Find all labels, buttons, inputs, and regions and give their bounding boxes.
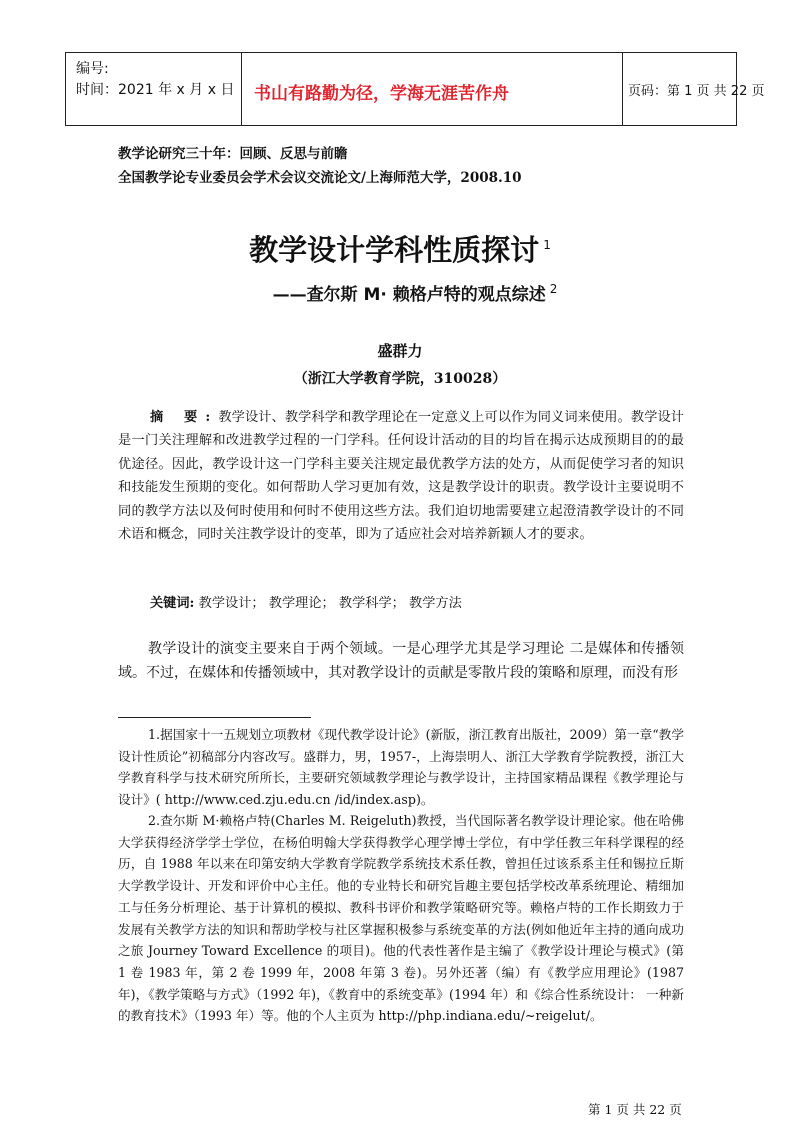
subtitle-text: ——查尔斯 M· 赖格卢特的观点综述 [272, 285, 546, 305]
header-info-cell [66, 53, 242, 125]
time-label: 时间：2021 年 x 月 x 日 [76, 82, 235, 98]
footnote-1: 1.据国家十一五规划立项教材《现代教学设计论》(新版，浙江教育出版社，2009）第一章“教学设计性质论”初稿部分内容改写。盛群力，男，1957-，上海崇明人、浙江大学教育学院教授，浙江大学教育科学与技术研究所所长，主要研究领域教学理论与教学设计，主持国家精品课程《教学理论与设计》( http://www.ced.zju.edu.cn /id/index.asp)。 [118, 727, 684, 808]
page-footer: 第 1 页 共 22 页 [588, 1102, 682, 1117]
number-label: 编号: [76, 61, 109, 77]
source-line-2: 全国教学论专业委员会学术会议交流论文/上海师范大学，2008.10 [118, 170, 522, 186]
keywords [150, 592, 462, 611]
header-motto-cell [242, 53, 623, 125]
page-subtitle [0, 280, 800, 305]
source-line-1: 教学论研究三十年：回顾、反思与前瞻 [118, 146, 348, 162]
page-label: 页码：第 1 页 共 22 页 [628, 84, 765, 99]
footnote-2: 2.查尔斯 M·赖格卢特(Charles M. Reigeluth)教授，当代国际著名教学设计理论家。他在哈佛大学获得经济学学士学位，在杨伯明翰大学获得教学心理学博士学位，有中学任教三年科学课程的经历，自 1988 年以来在印第安纳大学教育学院教学系统技术系任教，曾担任过该系系主任和锡拉丘斯大学教学设计、开发和评价中心主任。他的专业特长和研究旨趣主要包括学校改革系统理论、精细加工与任务分析理论、基于计算机的模拟、教科书评价和教学策略研究等。赖格卢特的工作长期致力于发展有关教学方法的知识和帮助学校与社区掌握积极参与系统变革的方法(例如他近年主持的通向成功之旅 Journey Toward Excellence 的项目)。他的代表性著作是主编了《教学设计理论与模式》(第 1 卷 1983 年，第 2 卷 1999 年，2008 年第 3 卷)。另外还著（编）有《教学应用理论》(1987 年)，《教学策略与方式》（1992 年)，《教育中的系统变革》(1994 年）和《综合性系统设计： 一种新的教育技术》（1993 年）等。他的个人主页为 http://php.indiana.edu/~reigelut/。 [118, 813, 684, 1024]
header-page-cell [623, 53, 765, 125]
page-title [0, 228, 800, 269]
keywords-text: 教学设计； 教学理论； 教学科学； 教学方法 [194, 596, 462, 611]
author-name: 盛群力 [377, 342, 423, 360]
title-text: 教学设计学科性质探讨 [249, 233, 540, 267]
abstract-label: 摘 要: [150, 410, 219, 425]
author-affiliation: （浙江大学教育学院，310028） [293, 371, 507, 387]
body-paragraph: 教学设计的演变主要来自于两个领域。一是心理学尤其是学习理论 二是媒体和传播领域。不过，在媒体和传播领域中，其对教学设计的贡献是零散片段的策略和原理，而没有形 [118, 641, 684, 681]
title-footnote-ref: 1 [543, 238, 551, 253]
abstract-text: 教学设计、教学科学和教学理论在一定意义上可以作为同义词来使用。教学设计是一门关注理解和改进教学过程的一门学科。任何设计活动的目的均旨在揭示达成预期目的的最优途径。因此，教学设计这一门学科主要关注规定最优教学方法的处方，从而促使学习者的知识和技能发生预期的变化。如何帮助人学习更加有效，这是教学设计的职责。教学设计主要说明不同的教学方法以及何时使用和何时不使用这些方法。我们迫切地需要建立起澄清教学设计的不同术语和概念，同时关注教学设计的变革，即为了适应社会对培养新颖人才的要求。 [118, 410, 684, 543]
motto-text: 书山有路勤为径，学海无涯苦作舟 [254, 84, 509, 104]
keywords-label: 关键词: [150, 596, 195, 611]
subtitle-footnote-ref: 2 [549, 282, 558, 297]
footnote-divider [118, 717, 311, 718]
abstract [118, 406, 684, 546]
header-table [65, 52, 765, 126]
